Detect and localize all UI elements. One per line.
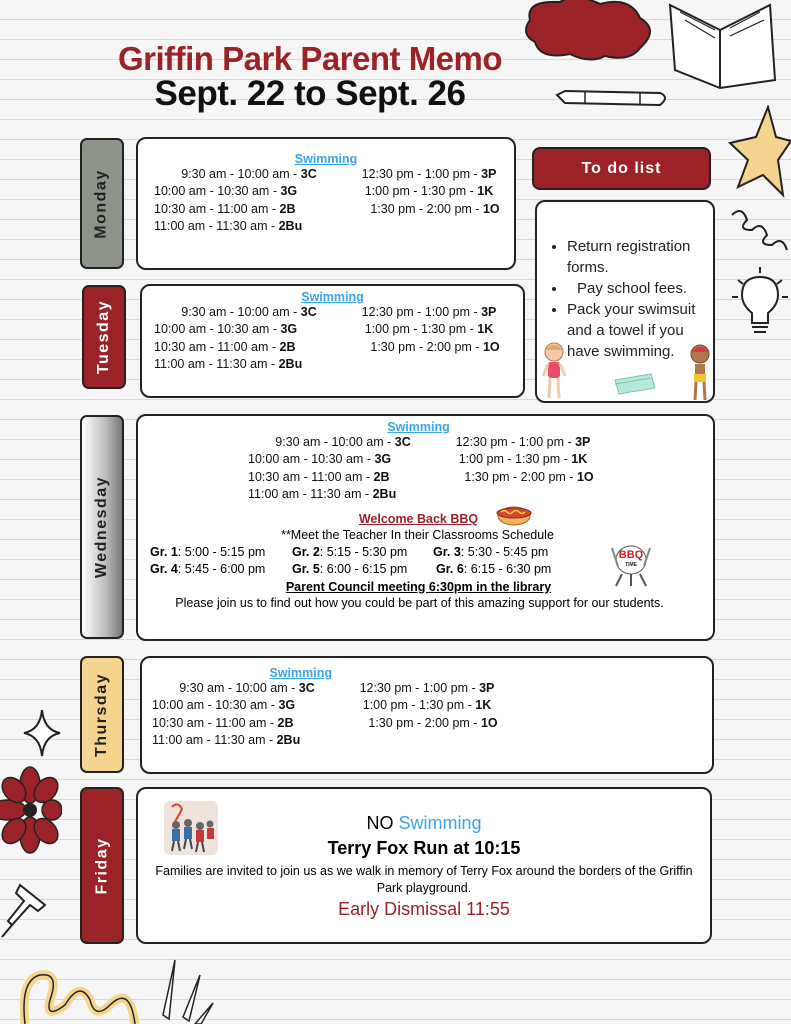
sparkle-icon bbox=[22, 708, 62, 758]
cloud-icon bbox=[520, 0, 660, 62]
swimming-label: Swimming bbox=[398, 813, 482, 833]
monday-swim-grid: 9:30 am - 10:00 am - 3C 12:30 pm - 1:00 pm - 3P 10:00 am - 10:30 am - 3G 1:00 pm - 1:30 pm - 1K 10:30 am - 11:00 am - 2B 1:30 pm - 2:00 pm - 1O 11:00 am - 11:30 am - 2Bu bbox=[154, 167, 500, 234]
todo-list-panel bbox=[535, 200, 715, 403]
book-icon bbox=[660, 0, 780, 90]
burst-lines-icon bbox=[155, 955, 215, 1024]
thursday-panel bbox=[140, 656, 714, 774]
no-label: NO bbox=[366, 813, 399, 833]
council-meeting: Parent Council meeting 6:30pm in the library bbox=[285, 579, 552, 594]
todo-list-button[interactable]: To do list bbox=[532, 147, 711, 190]
bbq-time-badge bbox=[608, 542, 654, 588]
lightbulb-icon bbox=[730, 265, 791, 340]
hotdog-icon bbox=[496, 500, 532, 528]
star-icon bbox=[728, 105, 791, 200]
terry-fox-run: Terry Fox Run at 10:15 bbox=[327, 838, 521, 858]
grade-row: Gr. 1: 5:00 - 5:15 pm Gr. 2: 5:15 - 5:30 pm Gr. 3: 5:30 - 5:45 pm bbox=[150, 544, 549, 559]
tab-friday bbox=[80, 787, 124, 944]
wednesday-swim-grid: 9:30 am - 10:00 am - 3C 12:30 pm - 1:00 pm - 3P 10:00 am - 10:30 am - 3G 1:00 pm - 1:30 pm - 1K 10:30 am - 11:00 am - 2B 1:30 pm - 2:00 pm - 1O 11:00 am - 11:30 am - 2Bu bbox=[248, 435, 594, 502]
pushpin-icon bbox=[0, 875, 55, 945]
spring-icon bbox=[730, 205, 791, 255]
friday-panel bbox=[136, 787, 712, 944]
council-note: Please join us to find out how you could be part of this amazing support for our students. bbox=[175, 595, 664, 610]
child-swimmer-icon bbox=[541, 340, 567, 402]
tab-monday bbox=[80, 138, 124, 269]
flower-icon bbox=[0, 765, 62, 855]
tab-wednesday bbox=[80, 415, 124, 639]
bbq-badge-sub: TIME bbox=[625, 562, 637, 568]
todo-item: • Pay school fees. bbox=[567, 278, 713, 299]
child-swimmer-icon bbox=[687, 342, 713, 402]
tab-tuesday bbox=[82, 285, 126, 389]
no-swimming-line bbox=[138, 813, 710, 834]
wednesday-panel bbox=[136, 414, 715, 641]
todo-item: • Return registration forms. bbox=[567, 236, 713, 278]
day-label-thursday: Thursday bbox=[93, 672, 111, 757]
todo-item: • Pack your swimsuit and a towel if you have swimming. bbox=[567, 299, 713, 362]
early-dismissal: Early Dismissal 11:55 bbox=[338, 899, 510, 919]
terry-fox-run-icon bbox=[162, 799, 220, 857]
bbq-note: **Meet the Teacher In their Classrooms Schedule bbox=[281, 527, 554, 542]
bbq-badge-text: BBQ bbox=[618, 549, 644, 561]
tuesday-panel bbox=[140, 284, 525, 398]
tab-thursday bbox=[80, 656, 124, 773]
tuesday-swim-title: Swimming bbox=[301, 290, 364, 304]
pen-icon bbox=[555, 85, 675, 113]
thursday-swim-grid: 9:30 am - 10:00 am - 3C 12:30 pm - 1:00 pm - 3P 10:00 am - 10:30 am - 3G 1:00 pm - 1:30 pm - 1K 10:30 am - 11:00 am - 2B 1:30 pm - 2:00 pm - 1O 11:00 am - 11:30 am - 2Bu bbox=[152, 681, 498, 748]
memo-dates: Sept. 22 to Sept. 26 bbox=[154, 74, 466, 113]
friday-note: Families are invited to join us as we walk in memory of Terry Fox around the borders of the Griffin Park playground. bbox=[155, 864, 693, 895]
squiggle-icon bbox=[20, 960, 140, 1024]
bbq-title: Welcome Back BBQ bbox=[358, 511, 479, 526]
monday-panel bbox=[136, 137, 516, 270]
day-label-wednesday: Wednesday bbox=[93, 475, 110, 579]
towel-icon bbox=[611, 372, 657, 396]
memo-title: Griffin Park Parent Memo bbox=[117, 40, 503, 77]
day-label-friday: Friday bbox=[93, 836, 111, 895]
wednesday-swim-title: Swimming bbox=[387, 420, 450, 434]
tuesday-swim-grid: 9:30 am - 10:00 am - 3C 12:30 pm - 1:00 pm - 3P 10:00 am - 10:30 am - 3G 1:00 pm - 1:30 pm - 1K 10:30 am - 11:00 am - 2B 1:30 pm - 2:00 pm - 1O 11:00 am - 11:30 am - 2Bu bbox=[154, 305, 500, 372]
day-label-monday: Monday bbox=[93, 168, 111, 239]
grade-row: Gr. 4: 5:45 - 6:00 pm Gr. 5: 6:00 - 6:15 pm Gr. 6: 6:15 - 6:30 pm bbox=[150, 561, 552, 576]
monday-swim-title: Swimming bbox=[294, 152, 358, 166]
thursday-swim-title: Swimming bbox=[269, 666, 332, 680]
day-label-tuesday: Tuesday bbox=[95, 299, 113, 375]
